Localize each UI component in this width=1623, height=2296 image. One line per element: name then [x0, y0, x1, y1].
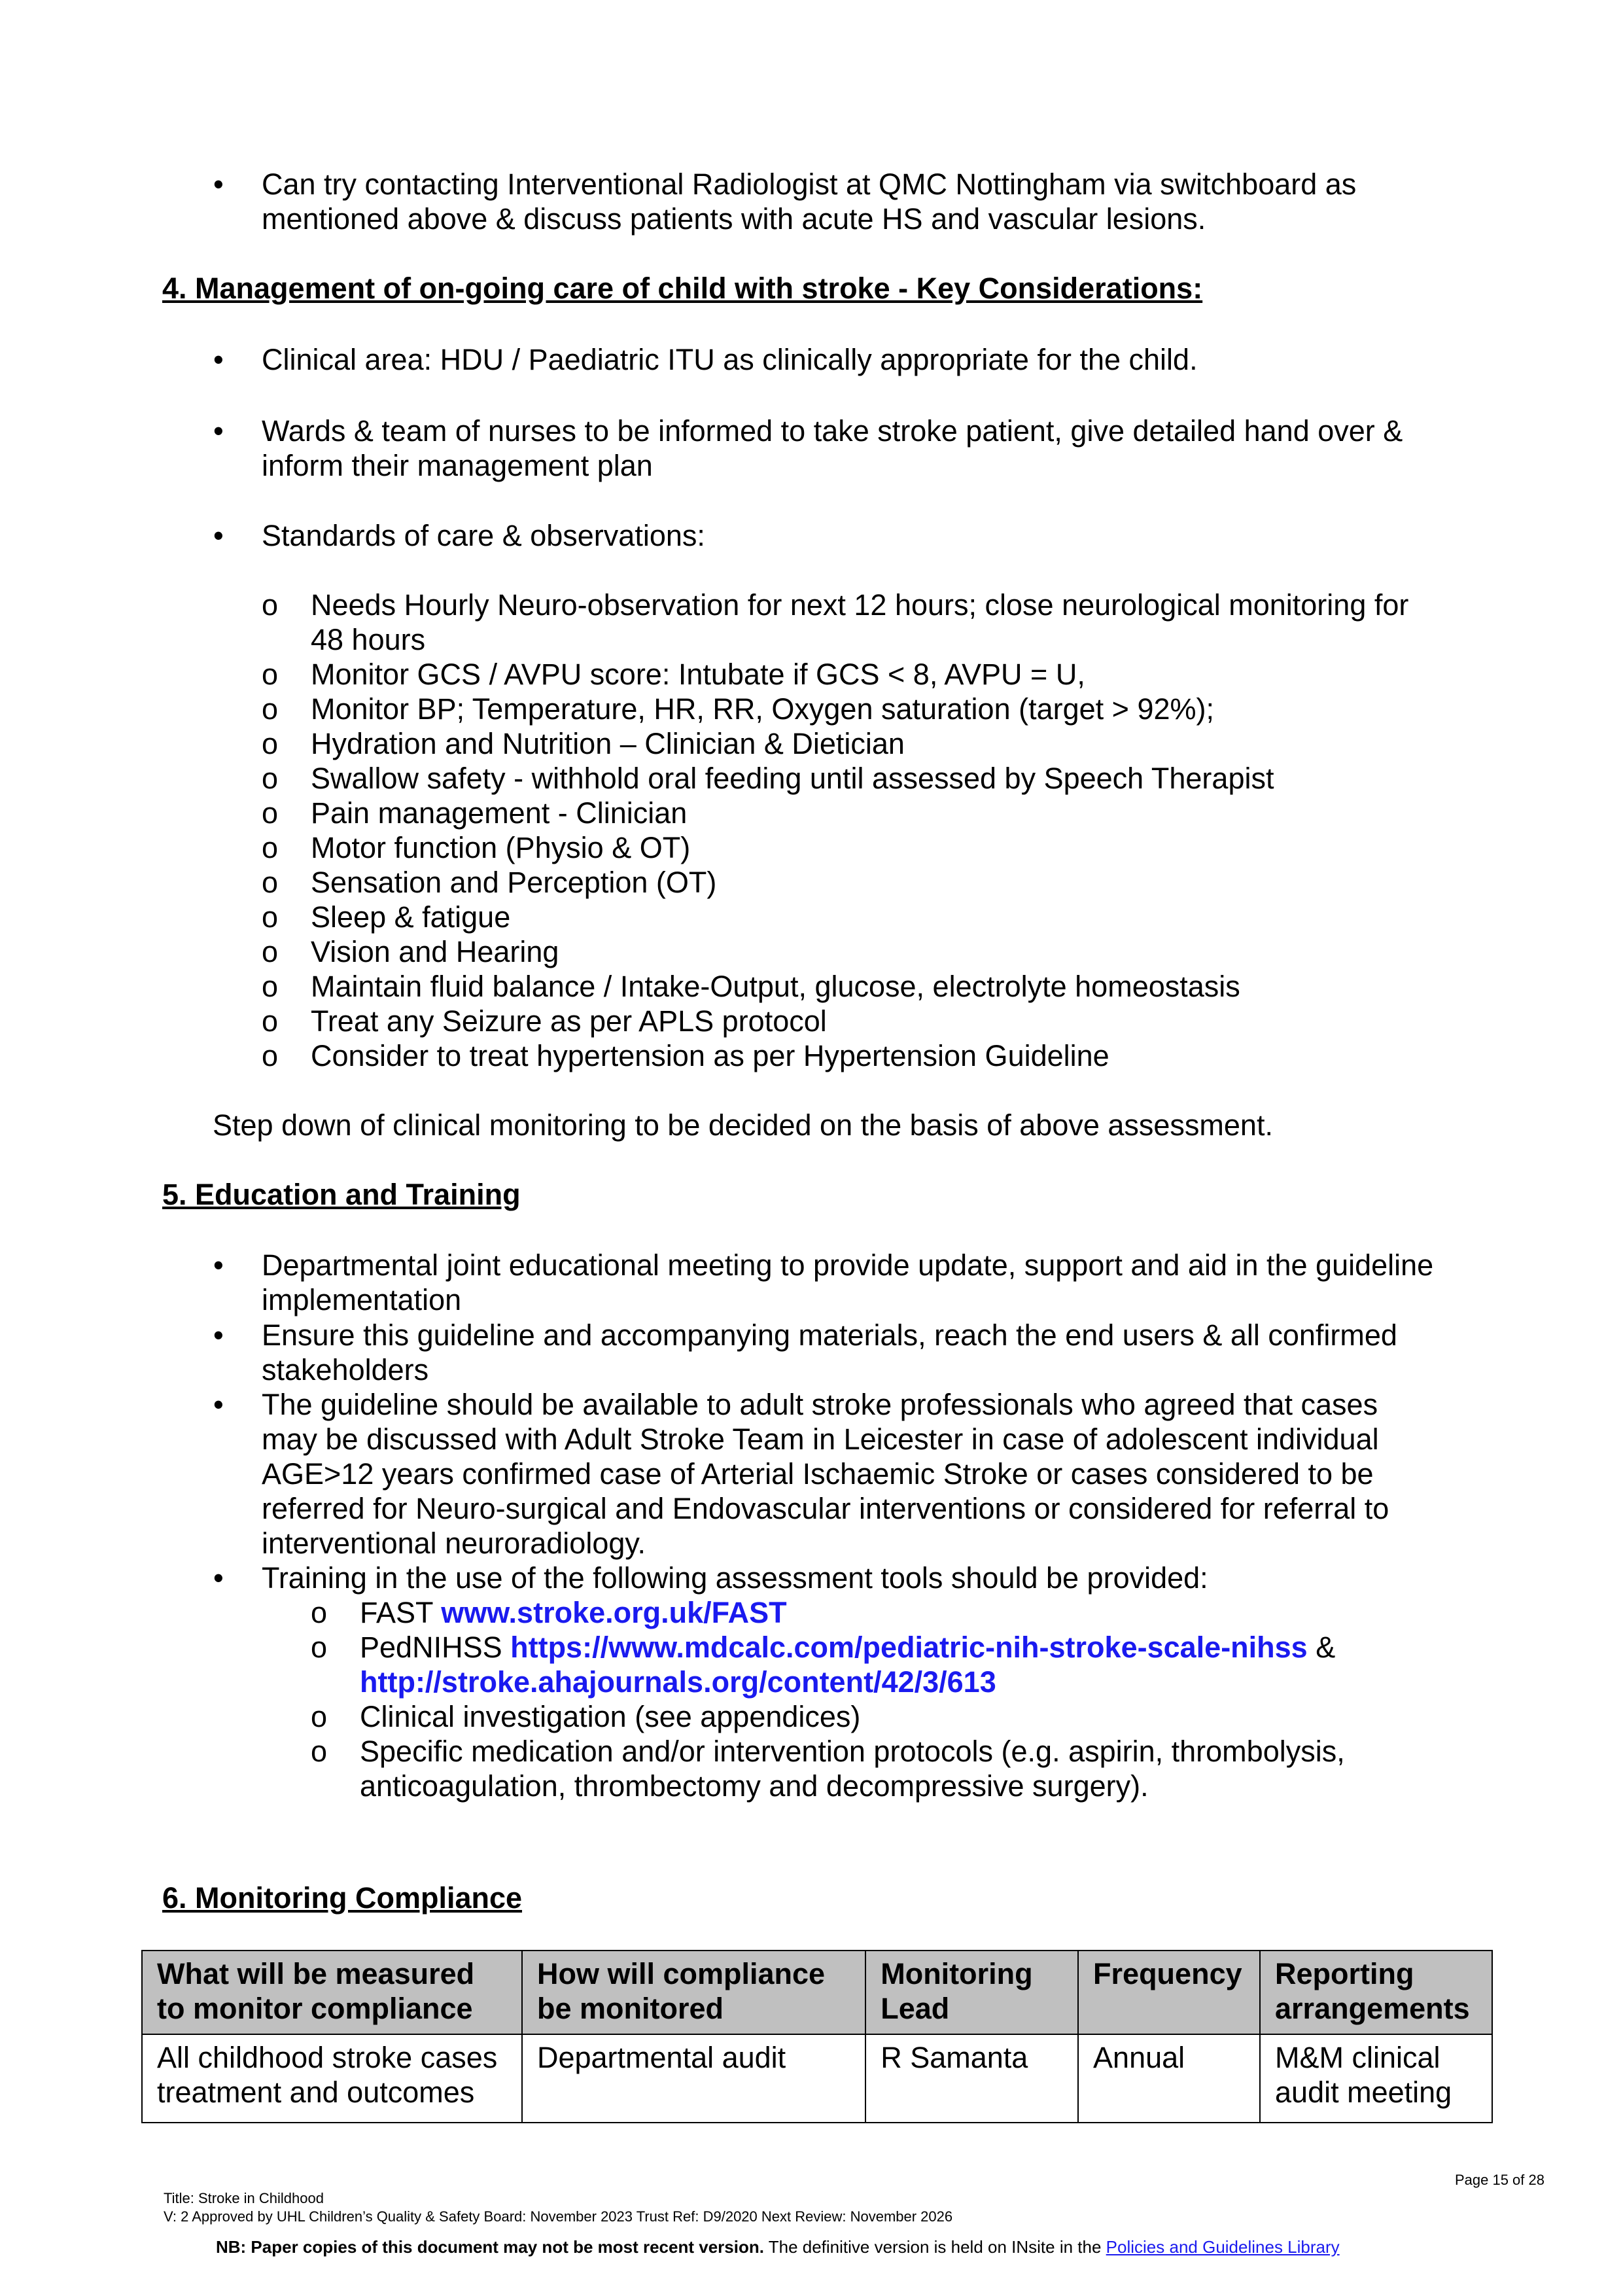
s5-bullet1-line1: Departmental joint educational meeting to provide update, support and aid in the guideline — [262, 1248, 1434, 1282]
nb-bold-text: NB: Paper copies of this document may not be most recent version. — [216, 2237, 764, 2257]
sub-marker: o — [262, 831, 279, 864]
table-cell: Departmental audit — [522, 2034, 865, 2123]
stepdown-text: Step down of clinical monitoring to be decided on the basis of above assessment. — [213, 1108, 1273, 1142]
clinical-item: Clinical investigation (see appendices) — [360, 1700, 861, 1733]
bullet-dot: • — [213, 1318, 224, 1352]
bullet-dot: • — [213, 1388, 224, 1421]
sub-item: 48 hours — [311, 623, 426, 656]
page-number: Page 15 of 28 — [1454, 2172, 1544, 2188]
bullet-dot: • — [213, 168, 224, 201]
sub-marker: o — [262, 658, 279, 691]
fast-item — [360, 1595, 787, 1630]
header-cell: Monitoring Lead — [865, 1951, 1078, 2034]
footer-title: Title: Stroke in Childhood — [164, 2190, 324, 2206]
sub-item: Treat any Seizure as per APLS protocol — [311, 1004, 827, 1038]
s4-bullet1: Clinical area: HDU / Paediatric ITU as clinically appropriate for the child. — [262, 343, 1198, 376]
bullet-dot: • — [213, 1248, 224, 1282]
sub-marker: o — [262, 727, 279, 760]
s5-bullet1-line2: implementation — [262, 1283, 462, 1316]
specific-line2: anticoagulation, thrombectomy and decompressive surgery). — [360, 1769, 1149, 1803]
s4-bullet2-line2: inform their management plan — [262, 449, 653, 482]
sub-marker: o — [262, 762, 279, 795]
sub-item: Maintain fluid balance / Intake-Output, glucose, electrolyte homeostasis — [311, 970, 1240, 1003]
bullet-dot: • — [213, 519, 224, 552]
s4-bullet2-line1: Wards & team of nurses to be informed to take stroke patient, give detailed hand over & — [262, 414, 1403, 448]
s5-bullet3-line: interventional neuroradiology. — [262, 1527, 646, 1560]
header-cell: Reporting arrangements — [1260, 1951, 1492, 2034]
header-cell: What will be measured to monitor compliance — [142, 1951, 522, 2034]
section-5-heading: 5. Education and Training — [162, 1178, 521, 1211]
section-4-heading: 4. Management of on-going care of child with stroke - Key Considerations: — [162, 272, 1203, 305]
sub-marker: o — [262, 935, 279, 968]
sub-item: Sleep & fatigue — [311, 900, 511, 934]
sub-marker: o — [262, 866, 279, 899]
header-cell: Frequency — [1078, 1951, 1260, 2034]
footer-version: V: 2 Approved by UHL Children’s Quality & Safety Board: November 2023 Trust Ref: D9/2020 Next Review: November 2026 — [164, 2208, 953, 2225]
pednihss-link-2[interactable]: http://stroke.ahajournals.org/content/42/3/613 — [360, 1665, 996, 1699]
pednihss-label: PedNIHSS — [360, 1631, 511, 1664]
s5-bullet3-line: AGE>12 years confirmed case of Arterial Ischaemic Stroke or cases considered to be — [262, 1457, 1374, 1491]
sub-item: Monitor BP; Temperature, HR, RR, Oxygen saturation (target > 92%); — [311, 692, 1215, 726]
table-row — [142, 2034, 1492, 2123]
pednihss-link-1[interactable]: https://www.mdcalc.com/pediatric-nih-stroke-scale-nihss — [510, 1631, 1308, 1664]
s5-bullet3-line: The guideline should be available to adult stroke professionals who agreed that cases — [262, 1388, 1378, 1421]
table-cell: M&M clinical audit meeting — [1260, 2034, 1492, 2123]
table-cell: R Samanta — [865, 2034, 1078, 2123]
specific-line1: Specific medication and/or intervention protocols (e.g. aspirin, thrombolysis, — [360, 1735, 1345, 1768]
s5-bullet3-line: referred for Neuro-surgical and Endovascular interventions or considered for referral to — [262, 1492, 1389, 1525]
sub-marker: o — [262, 796, 279, 830]
section-6-heading: 6. Monitoring Compliance — [162, 1881, 523, 1915]
policies-library-link[interactable]: Policies and Guidelines Library — [1106, 2237, 1340, 2257]
sub-marker: o — [262, 900, 279, 934]
sub-marker: o — [311, 1631, 328, 1664]
bullet-dot: • — [213, 343, 224, 376]
nb-text: The definitive version is held on INsite in the — [763, 2237, 1106, 2257]
sub-item: Swallow safety - withhold oral feeding until assessed by Speech Therapist — [311, 762, 1274, 795]
sub-marker: o — [262, 588, 279, 622]
sub-marker: o — [311, 1596, 328, 1629]
sub-item: Motor function (Physio & OT) — [311, 831, 691, 864]
sub-item: Hydration and Nutrition – Clinician & Dietician — [311, 727, 905, 760]
sub-marker: o — [311, 1735, 328, 1768]
pednihss-ampersand: & — [1307, 1631, 1336, 1664]
table-cell: Annual — [1078, 2034, 1260, 2123]
pednihss-link-2-line — [360, 1665, 996, 1699]
footer-nb — [216, 2236, 1340, 2257]
s5-bullet4: Training in the use of the following assessment tools should be provided: — [262, 1561, 1208, 1595]
s5-bullet3-line: may be discussed with Adult Stroke Team in Leicester in case of adolescent individual — [262, 1422, 1379, 1456]
bullet-dot: • — [213, 1561, 224, 1595]
s4-bullet3: Standards of care & observations: — [262, 519, 705, 552]
sub-marker: o — [262, 1039, 279, 1072]
sub-marker: o — [311, 1700, 328, 1733]
sub-marker: o — [262, 970, 279, 1003]
sub-item: Sensation and Perception (OT) — [311, 866, 717, 899]
top-bullet-line1: Can try contacting Interventional Radiologist at QMC Nottingham via switchboard as — [262, 168, 1357, 201]
sub-item: Pain management - Clinician — [311, 796, 688, 830]
fast-link[interactable]: www.stroke.org.uk/FAST — [441, 1596, 787, 1629]
s5-bullet2-line2: stakeholders — [262, 1353, 429, 1386]
monitoring-compliance-table — [141, 1950, 1493, 2123]
sub-item: Needs Hourly Neuro-observation for next 12 hours; close neurological monitoring for — [311, 588, 1409, 622]
table-cell: All childhood stroke cases treatment and outcomes — [142, 2034, 522, 2123]
fast-label: FAST — [360, 1596, 442, 1629]
sub-item: Vision and Hearing — [311, 935, 559, 968]
sub-item: Monitor GCS / AVPU score: Intubate if GCS < 8, AVPU = U, — [311, 658, 1085, 691]
sub-marker: o — [262, 1004, 279, 1038]
sub-item: Consider to treat hypertension as per Hypertension Guideline — [311, 1039, 1109, 1072]
top-bullet-line2: mentioned above & discuss patients with acute HS and vascular lesions. — [262, 202, 1206, 236]
s5-bullet2-line1: Ensure this guideline and accompanying materials, reach the end users & all confirmed — [262, 1318, 1397, 1352]
sub-marker: o — [262, 692, 279, 726]
bullet-dot: • — [213, 414, 224, 448]
pednihss-item — [360, 1630, 1335, 1665]
header-cell: How will compliance be monitored — [522, 1951, 865, 2034]
table-header-row — [142, 1951, 1492, 2034]
